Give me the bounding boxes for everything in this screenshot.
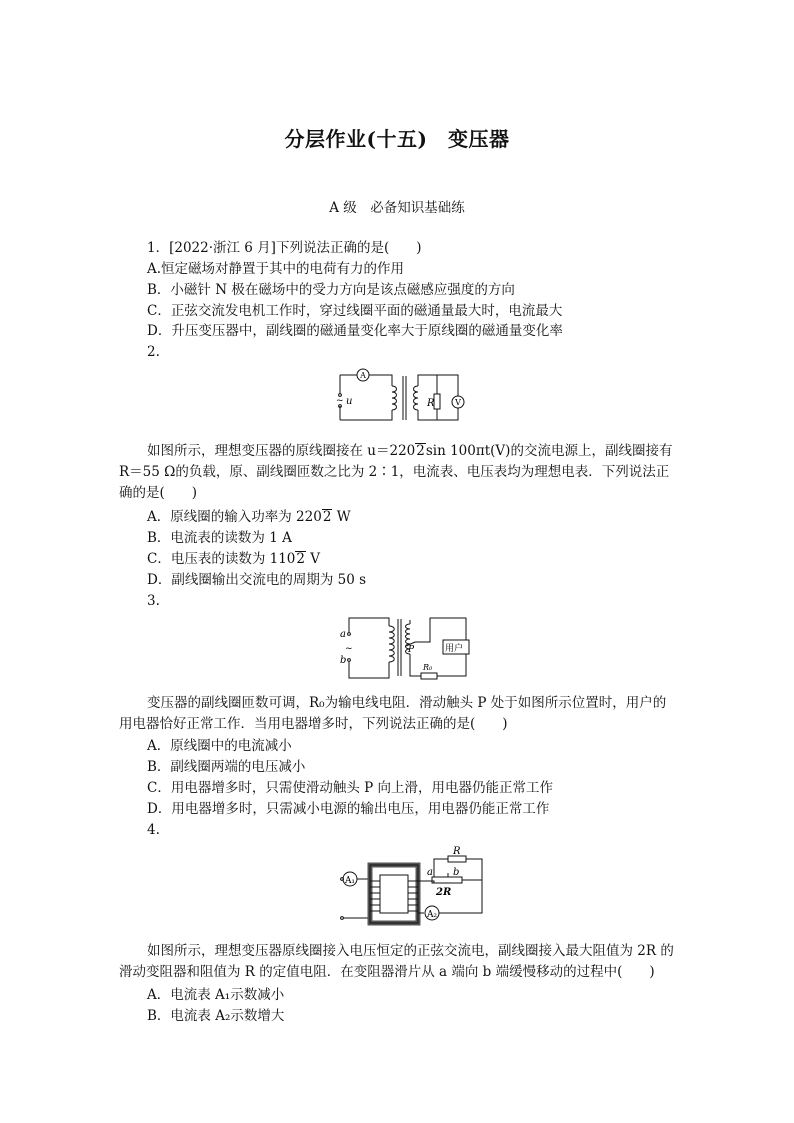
q1-option-d: D．升压变压器中，副线圈的磁通量变化率大于原线圈的磁通量变化率 bbox=[147, 323, 563, 339]
q2-ac-symbol: ~ bbox=[336, 396, 344, 406]
q4-ammeter-1-label: A₁ bbox=[344, 876, 356, 886]
q3-terminal-a: a bbox=[340, 629, 346, 640]
q3-slider-label: P bbox=[408, 645, 415, 655]
q2-option-d: D．副线圈输出交流电的周期为 50 s bbox=[147, 572, 367, 588]
q2-voltmeter-label: V bbox=[455, 398, 461, 407]
q3-user-label: 用户 bbox=[445, 644, 464, 654]
q2-source-label: u bbox=[346, 396, 353, 407]
q4-fixed-resistor-label: R bbox=[453, 846, 461, 857]
q4-option-b: B．电流表 A₂示数增大 bbox=[147, 1008, 285, 1024]
q4-end-b-label: b bbox=[453, 867, 460, 878]
q1-stem: 1．[2022·浙江 6 月]下列说法正确的是( ) bbox=[147, 240, 422, 256]
q2-number: 2. bbox=[147, 344, 160, 360]
q3-number: 3. bbox=[147, 593, 160, 609]
q2-option-c: C．电压表的读数为 1102 V bbox=[147, 551, 321, 567]
page-title: 分层作业(十五) 变压器 bbox=[284, 127, 510, 151]
q3-ac-symbol: ~ bbox=[345, 644, 353, 654]
q2-stem: 如图所示，理想变压器的原线圈接在 u＝2202sin 100πt(V)的交流电源上，副线圈接有 R＝55 Ω的负载，原、副线圈匝数之比为 2∶1，电流表、电压表均为理想电表．下列说法正确的是( ) bbox=[119, 443, 673, 501]
q3-option-c: C．用电器增多时，只需使滑动触头 P 向上滑，用电器仍能正常工作 bbox=[147, 780, 553, 796]
q4-stem: 如图所示，理想变压器原线圈接入电压恒定的正弦交流电，副线圈接入最大阻值为 2R 的滑动变阻器和阻值为 R 的定值电阻．在变阻器滑片从 a 端向 b 端缓慢移动的过程中( ) bbox=[119, 943, 674, 980]
q3-option-b: B．副线圈两端的电压减小 bbox=[147, 759, 306, 775]
q3-r0-label: R₀ bbox=[423, 663, 433, 672]
q3-stem: 变压器的副线圈匝数可调，R₀为输电线电阻．滑动触头 P 处于如图所示位置时，用户的用电器恰好正常工作．当用电器增多时，下列说法正确的是( ) bbox=[119, 695, 667, 732]
q2-resistor-label: R bbox=[427, 398, 435, 409]
q2-option-b: B．电流表的读数为 1 A bbox=[147, 530, 292, 546]
q3-circuit-diagram bbox=[335, 612, 475, 684]
q2-ammeter-label: A bbox=[360, 371, 366, 380]
q4-rheostat-label: 2R bbox=[436, 887, 452, 898]
q1-option-a: A.恒定磁场对静置于其中的电荷有力的作用 bbox=[147, 261, 405, 277]
sqrt-radical: 2 bbox=[322, 509, 332, 525]
sqrt-radical: 2 bbox=[296, 551, 305, 567]
q3-option-d: D．用电器增多时，只需减小电源的输出电压，用电器仍能正常工作 bbox=[147, 801, 550, 817]
q4-number: 4. bbox=[147, 822, 160, 838]
q3-terminal-b: b bbox=[340, 655, 347, 666]
q1-option-b: B．小磁针 N 极在磁场中的受力方向是该点磁感应强度的方向 bbox=[147, 282, 515, 298]
sqrt-radical: 2 bbox=[416, 443, 425, 459]
section-heading: A 级 必备知识基础练 bbox=[329, 200, 465, 216]
q3-option-a: A．原线圈中的电流减小 bbox=[147, 738, 292, 754]
q4-ammeter-2-label: A₂ bbox=[426, 910, 438, 920]
q4-circuit-diagram bbox=[336, 843, 488, 928]
q4-option-a: A．电流表 A₁示数减小 bbox=[147, 987, 285, 1003]
q2-circuit-diagram bbox=[330, 366, 470, 428]
q4-end-a-label: a bbox=[427, 867, 433, 878]
q1-option-c: C．正弦交流发电机工作时，穿过线圈平面的磁通量最大时，电流最大 bbox=[147, 303, 563, 319]
q2-option-a: A．原线圈的输入功率为 2202 W bbox=[147, 509, 351, 525]
